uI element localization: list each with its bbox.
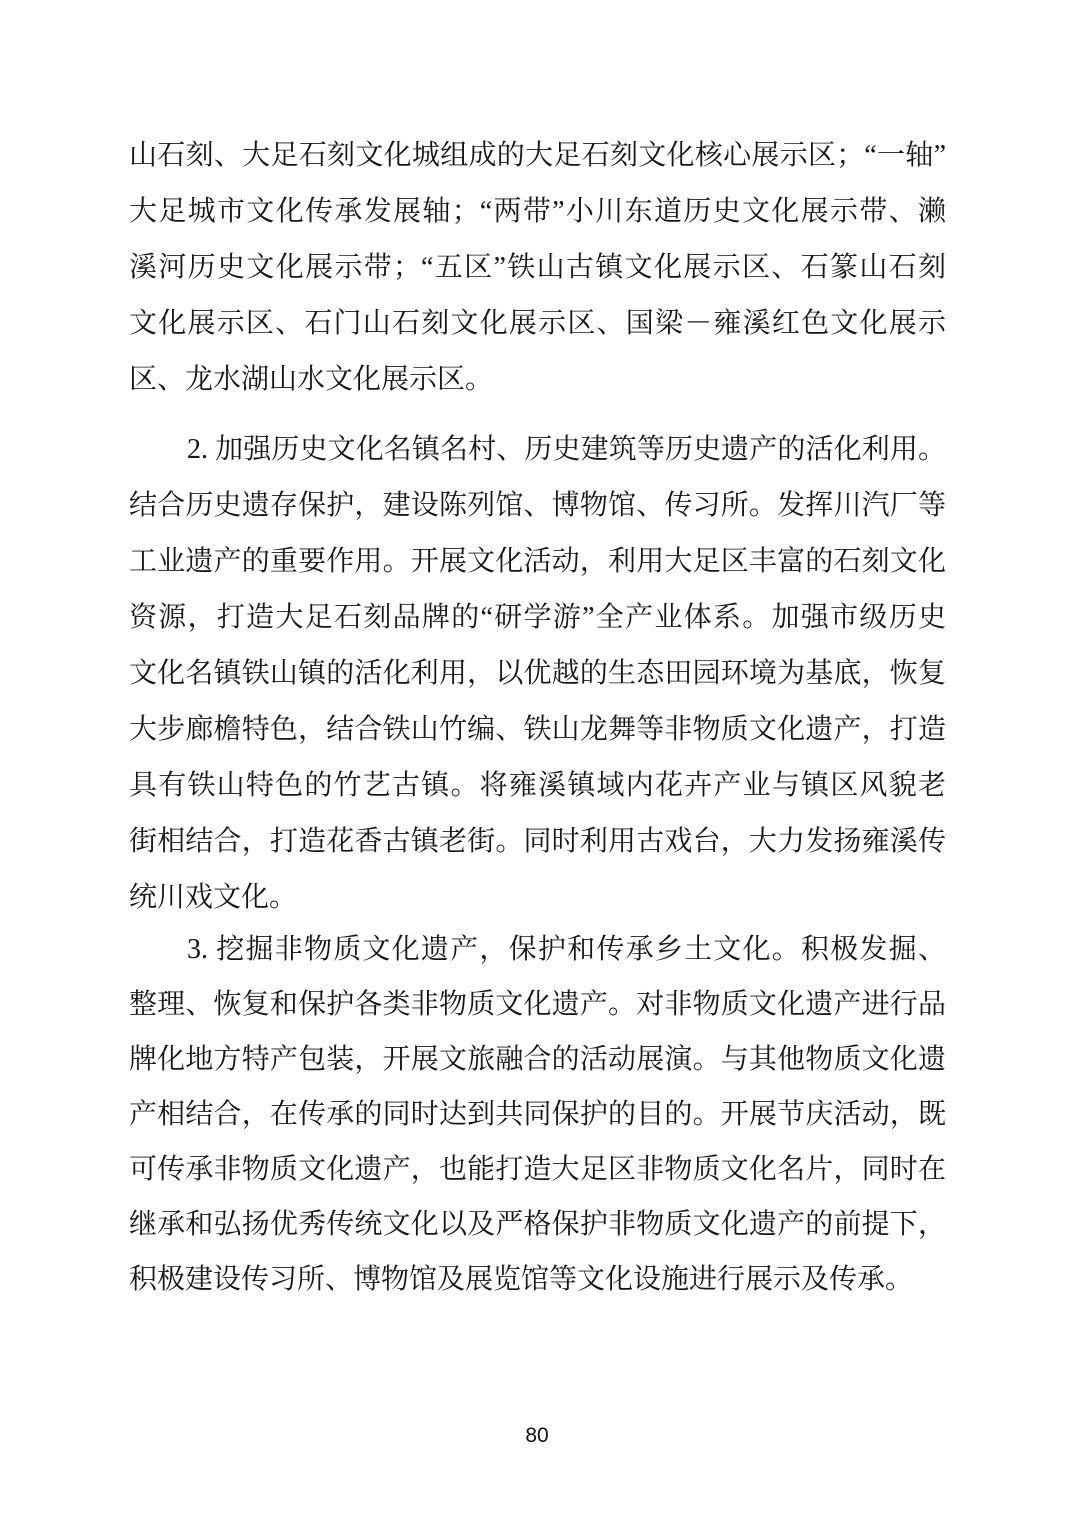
- text-line: 积极建设传习所、博物馆及展览馆等文化设施进行展示及传承。: [129, 1264, 914, 1295]
- text-line: 统川戏文化。: [129, 882, 298, 913]
- text-line: 3. 挖掘非物质文化遗产，保护和传承乡土文化。积极发掘、: [187, 934, 946, 965]
- text-line: 资源，打造大足石刻品牌的“研学游”全产业体系。加强市级历史: [129, 602, 946, 633]
- paragraph-core-display-zones: [129, 128, 946, 408]
- paragraph-item-3-intangible-heritage: [129, 922, 946, 1307]
- text-line: 整理、恢复和保护各类非物质文化遗产。对非物质文化遗产进行品: [129, 989, 946, 1020]
- text-line: 文化名镇铁山镇的活化利用，以优越的生态田园环境为基底，恢复: [129, 658, 946, 689]
- text-line: 具有铁山特色的竹艺古镇。将雍溪镇域内花卉产业与镇区风貌老: [129, 770, 946, 801]
- text-line: 2. 加强历史文化名镇名村、历史建筑等历史遗产的活化利用。: [187, 434, 946, 465]
- text-line: 溪河历史文化展示带；“五区”铁山古镇文化展示区、石篆山石刻: [129, 252, 946, 283]
- text-line: 文化展示区、石门山石刻文化展示区、国梁－雍溪红色文化展示: [129, 308, 946, 339]
- text-line: 牌化地方特产包装，开展文旅融合的活动展演。与其他物质文化遗: [129, 1044, 946, 1075]
- text-line: 工业遗产的重要作用。开展文化活动，利用大足区丰富的石刻文化: [129, 546, 946, 577]
- text-line: 可传承非物质文化遗产，也能打造大足区非物质文化名片，同时在: [129, 1154, 946, 1185]
- paragraph-item-2-historic-towns: [129, 422, 946, 926]
- text-line: 结合历史遗存保护，建设陈列馆、博物馆、传习所。发挥川汽厂等: [129, 490, 946, 521]
- text-line: 街相结合，打造花香古镇老街。同时利用古戏台，大力发扬雍溪传: [129, 826, 946, 857]
- page-body-text: [129, 128, 946, 1307]
- text-line: 继承和弘扬优秀传统文化以及严格保护非物质文化遗产的前提下，: [129, 1209, 946, 1240]
- page-number: 80: [525, 1424, 549, 1447]
- text-line: 大步廊檐特色，结合铁山竹编、铁山龙舞等非物质文化遗产，打造: [129, 714, 946, 745]
- text-line: 产相结合，在传承的同时达到共同保护的目的。开展节庆活动，既: [129, 1099, 946, 1130]
- text-line: 山石刻、大足石刻文化城组成的大足石刻文化核心展示区；“一轴”: [129, 140, 946, 171]
- text-line: 大足城市文化传承发展轴；“两带”小川东道历史文化展示带、濑: [129, 196, 946, 227]
- text-line: 区、龙水湖山水文化展示区。: [129, 364, 494, 395]
